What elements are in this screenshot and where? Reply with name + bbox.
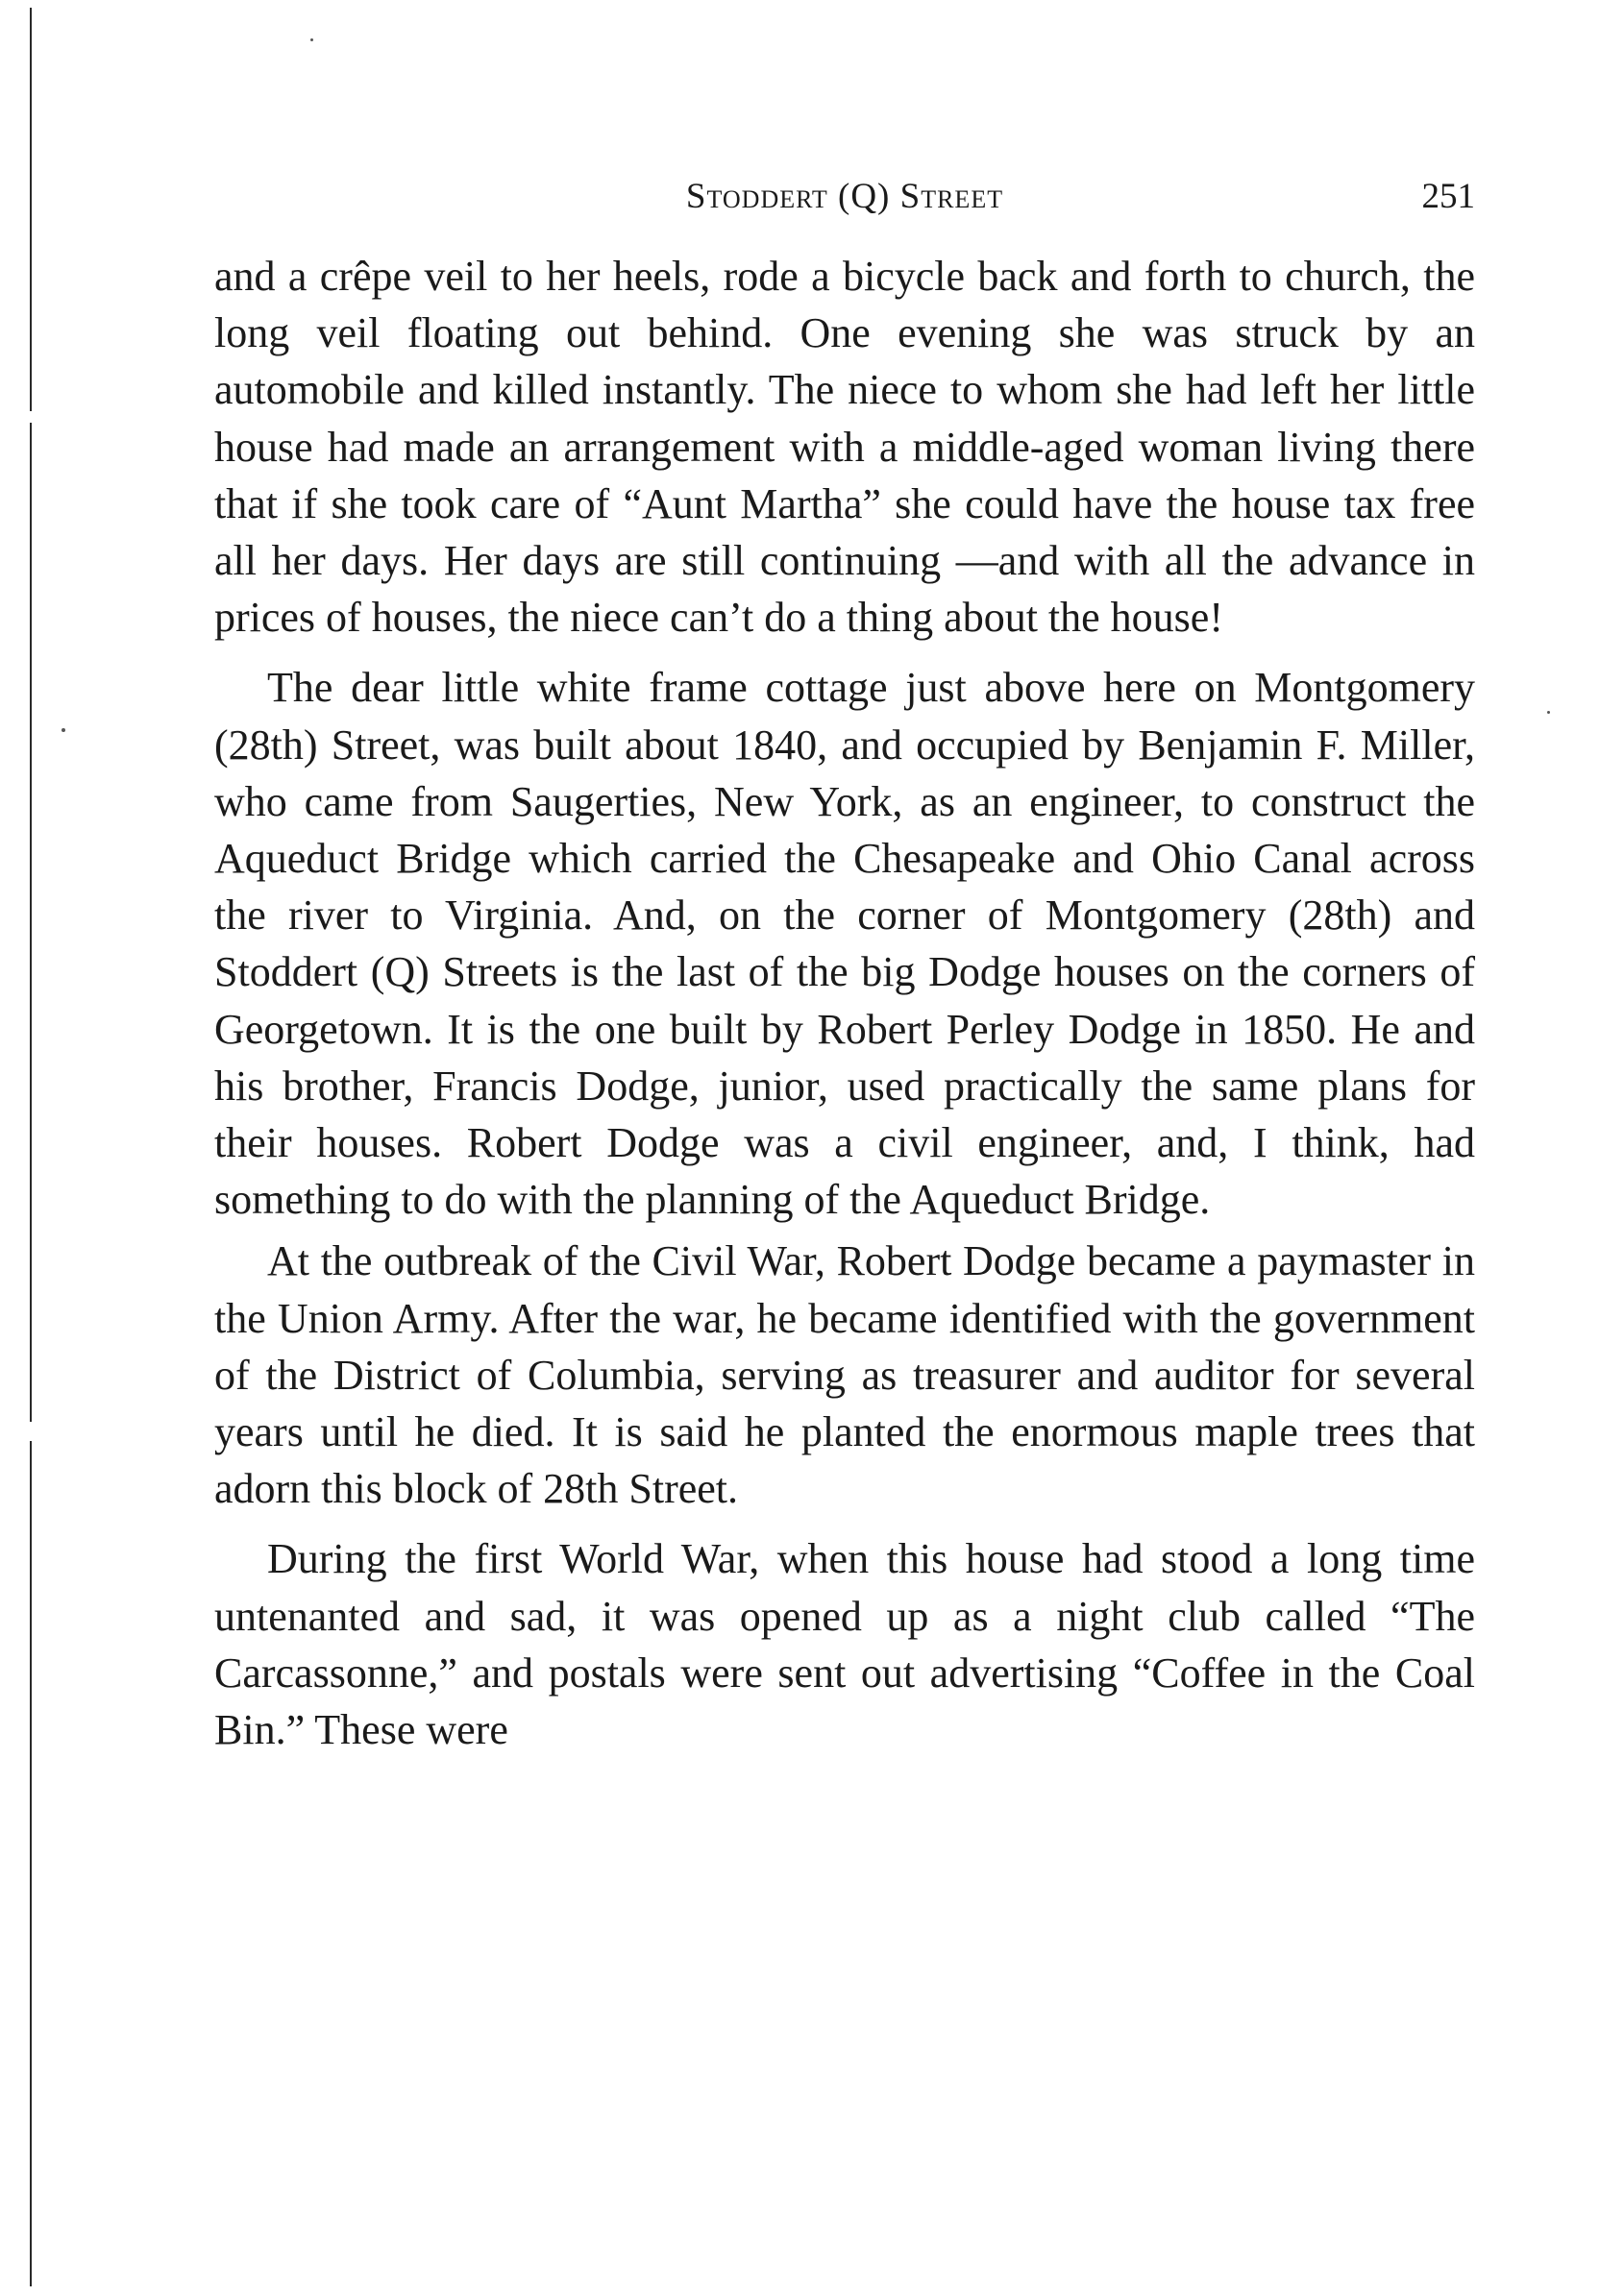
binding-edge-line bbox=[30, 1441, 32, 2286]
scan-speck bbox=[310, 38, 313, 41]
scan-speck bbox=[1547, 711, 1550, 714]
paragraph: At the outbreak of the Civil War, Robert Dodge became a paymaster in the Union Army. After the war, he became identified with the government of the District of Columbia, serving as treasurer and auditor for several years until he died. It is said he planted the enormous maple trees that adorn this block of 28th Street. bbox=[214, 1237, 1475, 1513]
paragraph: and a crêpe veil to her heels, rode a bicycle back and forth to church, the long veil floating out behind. One evening she was struck by an automobile and killed instantly. The niece to whom she had left her little house had made an arrangement with a middle-aged woman living there that if she took care of “Aunt Martha” she could have the house tax free all her days. Her days are still continuing —and with all the advance in prices of houses, the niece can’t do a thing about the house! bbox=[214, 253, 1475, 642]
running-title: Stoddert (Q) Street bbox=[685, 177, 1004, 216]
page-number: 251 bbox=[1421, 177, 1475, 216]
binding-edge-line bbox=[30, 423, 32, 1422]
paragraph: During the first World War, when this house had stood a long time untenanted and sad, it was opened up as a night club called “The Carcassonne,” and postals were sent out advertising “Coffee in the Coal Bin.” These were bbox=[214, 1535, 1475, 1754]
paragraph: The dear little white frame cottage just above here on Montgomery (28th) Street, was built about 1840, and occupied by Benjamin F. Miller, who came from Saugerties, New York, as an engineer, to construct the Aqueduct Bridge which carried the Chesapeake and Ohio Canal across the river to Virginia. And, on the corner of Montgomery (28th) and Stoddert (Q) Streets is the last of the big Dodge houses on the corners of Georgetown. It is the one built by Robert Perley Dodge in 1850. He and his brother, Francis Dodge, junior, used practically the same plans for their houses. Robert Dodge was a civil engineer, and, I think, had something to do with the planning of the Aqueduct Bridge. bbox=[214, 664, 1475, 1224]
running-head bbox=[214, 173, 1475, 221]
binding-edge-line bbox=[30, 8, 32, 411]
body-text bbox=[214, 248, 1475, 1758]
scan-speck bbox=[62, 728, 65, 732]
